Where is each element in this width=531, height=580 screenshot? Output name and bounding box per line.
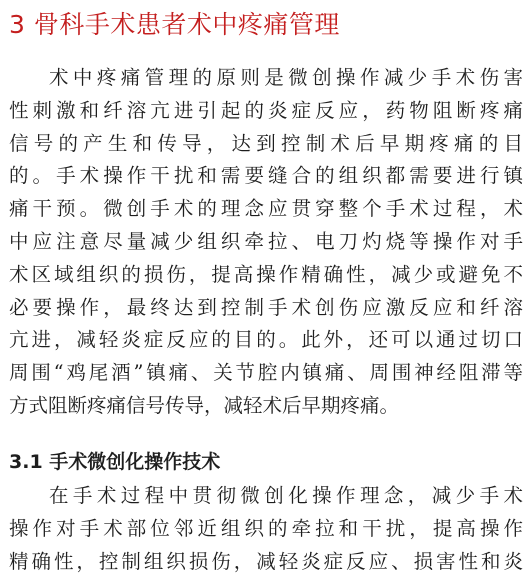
paragraph-line: 精确性，控制组织损伤，减轻炎症反应、损害性和炎 [9,549,523,573]
paragraph-line: 术区域组织的损伤，提高操作精确性，减少或避免不 [9,262,523,286]
paragraph-line: 信号的产生和传导，达到控制术后早期疼痛的目 [9,131,523,155]
paragraph-line: 方式阻断疼痛信号传导，减轻术后早期疼痛。 [9,393,400,417]
paragraph-line: 亢进，减轻炎症反应的目的。此外，还可以通过切口 [9,328,523,352]
section-title: 3 骨科手术患者术中疼痛管理 [9,10,340,39]
paragraph-line: 在手术过程中贯彻微创化操作理念，减少手术 [49,484,523,507]
paragraph-line: 的。手术操作干扰和需要缝合的组织都需要进行镇 [9,164,523,188]
paragraph-minimally-invasive-technique [9,480,523,578]
paragraph-line: 术中疼痛管理的原则是微创操作减少手术伤害 [49,66,523,89]
paragraph-line: 中应注意尽量减少组织牵拉、电刀灼烧等操作对手 [9,229,523,253]
paragraph-intraoperative-pain-management [9,62,523,423]
paragraph-line: 周围“鸡尾酒”镇痛、关节腔内镇痛、周围神经阻滞等 [9,361,523,385]
paragraph-line: 必要操作，最终达到控制手术创伤应激反应和纤溶 [9,295,523,319]
paragraph-line: 痛干预。微创手术的理念应贯穿整个手术过程，术 [9,197,523,221]
paragraph-line: 操作对手术部位邻近组织的牵拉和干扰，提高操作 [9,516,523,540]
paragraph-line: 性刺激和纤溶亢进引起的炎症反应，药物阻断疼痛 [9,98,523,122]
subsection-title: 3.1 手术微创化操作技术 [9,451,221,473]
